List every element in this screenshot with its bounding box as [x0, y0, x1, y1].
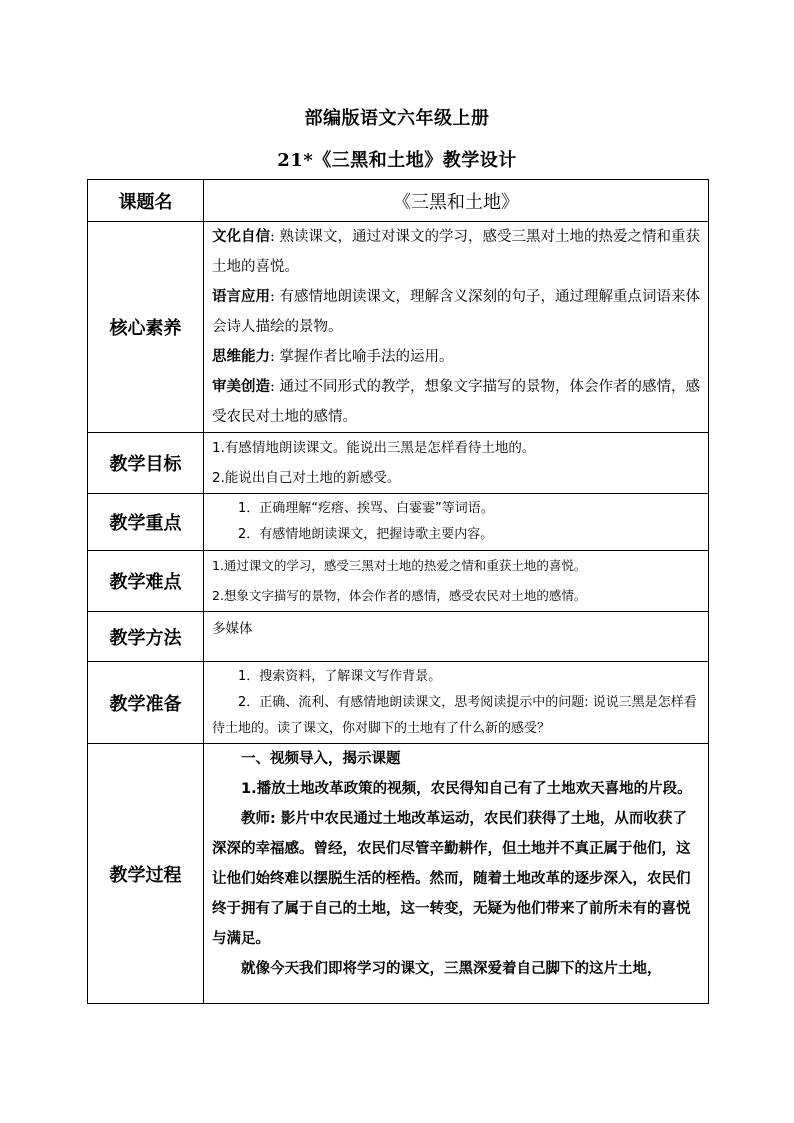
- goal-item: 1.有感情地朗读课文。能说出三黑是怎样看待土地的。: [212, 440, 536, 456]
- difficulty-item: 1.通过课文的学习，感受三黑对土地的热爱之情和重获土地的喜悦。: [212, 558, 587, 573]
- value-key: [204, 494, 709, 551]
- value-prep: [204, 662, 709, 744]
- value-process: [204, 744, 709, 1004]
- row-core: [88, 222, 709, 433]
- row-key: [88, 494, 709, 551]
- row-prep: [88, 662, 709, 744]
- label-method: 教学方法: [88, 612, 204, 662]
- label-difficulty: 教学难点: [88, 551, 204, 612]
- key-item: 1．正确理解“疙瘩、挨骂、白霎霎”等词语。: [238, 501, 494, 516]
- value-goal: [204, 433, 709, 494]
- row-method: [88, 612, 709, 662]
- key-item: 2．有感情地朗读课文，把握诗歌主要内容。: [238, 527, 494, 542]
- label-goal: 教学目标: [88, 433, 204, 494]
- label-core: 核心素养: [88, 222, 204, 433]
- process-heading: 一、视频导入，揭示课题: [241, 751, 401, 767]
- core-item: 思维能力: 掌握作者比喻手法的运用。: [212, 349, 454, 365]
- process-paragraph: 就像今天我们即将学习的课文，三黑深爱着自己脚下的这片土地，: [241, 961, 662, 977]
- row-difficulty: [88, 551, 709, 612]
- core-item: 语言应用: 有感情地朗读课文，理解含义深刻的句子，通过理解重点词语来体会诗人描绘的景物。: [212, 289, 700, 335]
- doc-subtitle: 21*《三黑和土地》教学设计: [277, 150, 517, 171]
- method-text: 多媒体: [212, 621, 253, 637]
- prep-item: 2．正确、流利、有感情地朗读课文，思考阅读提示中的问题: 说说三黑是怎样看待土地的。读了课文，你对脚下的土地有了什么新的感受？: [212, 694, 697, 736]
- row-process: [88, 744, 709, 1004]
- value-core: [204, 222, 709, 433]
- label-process: 教学过程: [88, 744, 204, 1004]
- process-paragraph: 1.播放土地改革政策的视频，农民得知自己有了土地欢天喜地的片段。: [241, 781, 692, 797]
- row-goal: [88, 433, 709, 494]
- label-key: 教学重点: [88, 494, 204, 551]
- value-topic: 《三黑和土地》: [204, 180, 709, 222]
- label-prep: 教学准备: [88, 662, 204, 744]
- process-paragraph: 教师: 影片中农民通过土地改革运动，农民们获得了土地，从而收获了深深的幸福感。曾经，农民们尽管辛勤耕作，但土地并不真正属于他们，这让他们始终难以摆脱生活的桎梏。然而，随着土地改革的逐步深入，农民们终于拥有了属于自己的土地，这一转变，无疑为他们带来了前所未有的喜悦与满足。: [212, 811, 691, 947]
- prep-item: 1．搜索资料，了解课文写作背景。: [238, 668, 442, 684]
- core-item: 文化自信: 熟读课文，通过对课文的学习，感受三黑对土地的热爱之情和重获土地的喜悦。: [212, 229, 700, 275]
- row-topic: [88, 180, 709, 222]
- lesson-plan-table: [87, 179, 709, 1004]
- core-item: 审美创造: 通过不同形式的教学，想象文字描写的景物，体会作者的感情，感受农民对土地的感情。: [212, 379, 700, 425]
- label-topic: 课题名: [88, 180, 204, 222]
- value-method: [204, 612, 709, 662]
- difficulty-item: 2.想象文字描写的景物，体会作者的感情，感受农民对土地的感情。: [212, 588, 587, 603]
- doc-title: 部编版语文六年级上册: [304, 108, 490, 129]
- value-difficulty: [204, 551, 709, 612]
- goal-item: 2.能说出自己对土地的新感受。: [212, 470, 401, 486]
